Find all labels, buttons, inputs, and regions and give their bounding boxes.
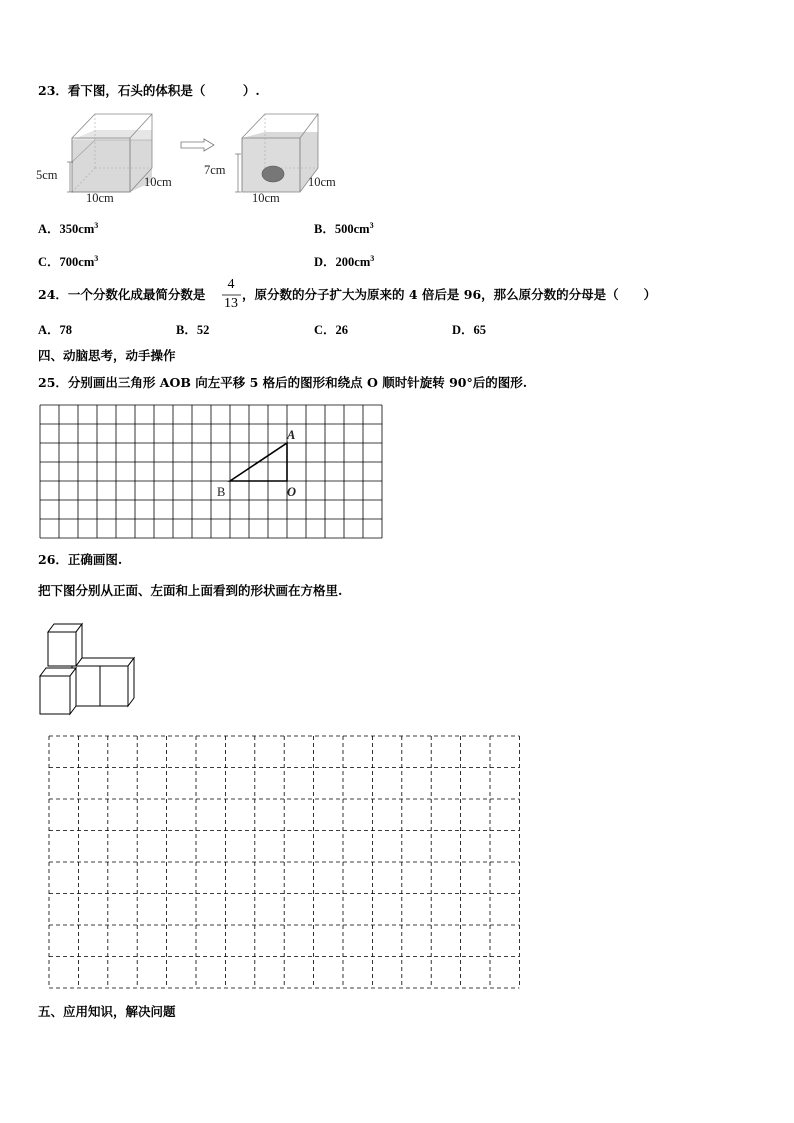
q23-question: 23．看下图，石头的体积是（ ）. [38,83,260,98]
point-b-label: B [217,485,226,499]
section-5-heading: 五、应用知识，解决问题 [38,1004,176,1019]
q24-option-b[interactable]: B．52 [176,323,210,337]
left-depth-label: 10cm [144,175,172,189]
right-height-label: 7cm [204,163,226,177]
q24-question-end: ，原分数的分子扩大为原来的 4 倍后是 96，那么原分数的分母是（ ） [242,287,657,302]
q24-question-start: 24．一个分数化成最简分数是 [38,287,206,302]
point-a-label: A [287,428,296,442]
section-4-heading: 四、动脑思考，动手操作 [38,348,176,363]
q24-option-d[interactable]: D．65 [452,323,487,337]
fraction-numerator: 4 [227,277,235,292]
q25-question: 25．分别画出三角形 AOB 向左平移 5 格后的图形和绕点 O 顺时针旋转 90°后的图形. [38,375,528,390]
q26-question: 26．正确画图. [38,552,123,567]
stone-icon [262,166,284,182]
q24-option-a[interactable]: A．78 [38,323,73,337]
right-depth-label: 10cm [308,175,336,189]
q26-dashed-grid [48,735,522,991]
right-width-label: 10cm [252,191,280,205]
q23-option-c[interactable]: C．$700cm^3$ [38,254,99,269]
q25-grid [40,405,382,539]
q26-instruction: 把下图分别从正面、左面和上面看到的形状画在方格里. [38,583,343,598]
left-height-label: 5cm [36,168,58,182]
q24-option-c[interactable]: C．26 [314,323,349,337]
fraction-denominator: 13 [224,296,238,311]
container-figure-after [200,110,360,210]
q23-option-a[interactable]: A．$350cm^3$ [38,221,99,236]
left-width-label: 10cm [86,191,114,205]
point-o-label: O [287,485,297,499]
q23-option-b[interactable]: B．$500cm^3$ [314,221,374,236]
cube-stack-figure [38,620,138,716]
q23-option-d[interactable]: D．$200cm^3$ [314,254,375,269]
